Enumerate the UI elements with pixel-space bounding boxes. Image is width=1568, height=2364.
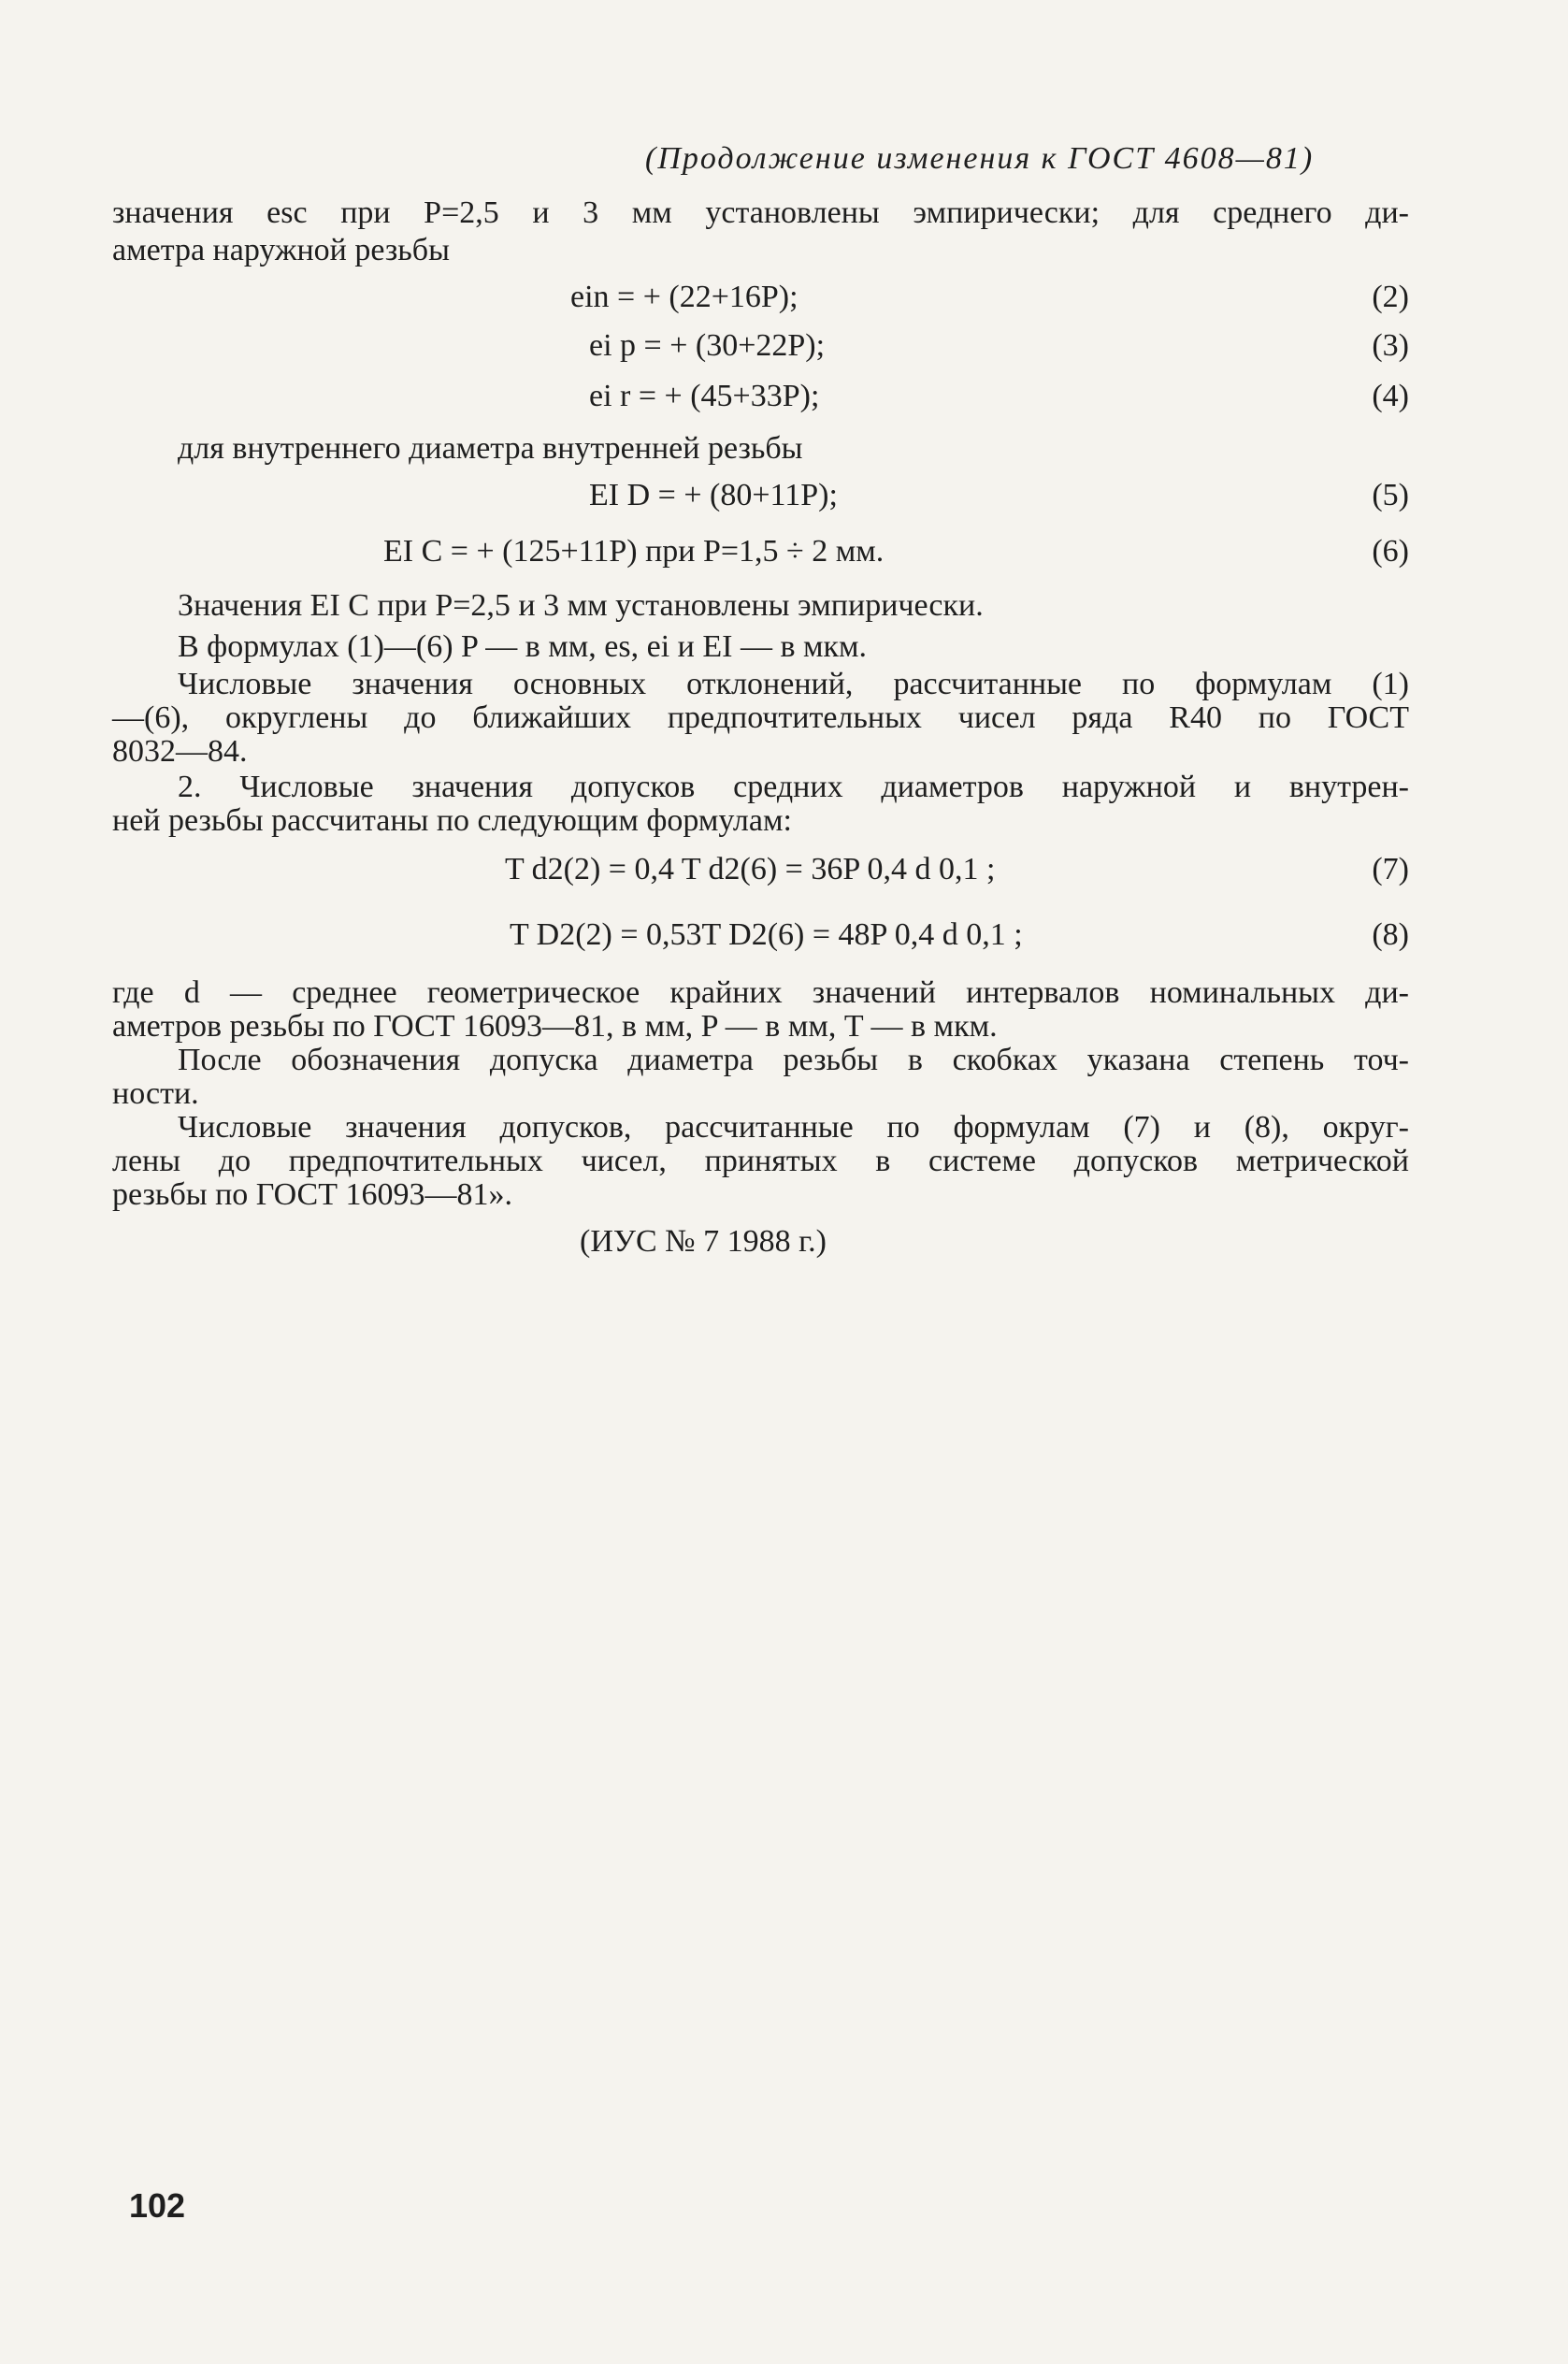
formula-number-6: (6) bbox=[1372, 534, 1409, 569]
formula-7: T d2(2) = 0,4 T d2(6) = 36P 0,4 d 0,1 ; bbox=[505, 852, 996, 886]
text-line: —(6), округлены до ближайших предпочтительных чисел ряда R40 по ГОСТ bbox=[112, 700, 1409, 735]
text-line: ности. bbox=[112, 1076, 199, 1111]
text-line: аметра наружной резьбы bbox=[112, 233, 450, 267]
text-line: После обозначения допуска диаметра резьбы в скобках указана степень точ- bbox=[178, 1043, 1409, 1077]
text-line: Числовые значения основных отклонений, рассчитанные по формулам (1) bbox=[178, 667, 1409, 701]
text-line: лены до предпочтительных чисел, принятых в системе допусков метрической bbox=[112, 1144, 1409, 1178]
formula-6: EI C = + (125+11P) при P=1,5 ÷ 2 мм. bbox=[383, 534, 885, 569]
text-line: ней резьбы рассчитаны по следующим формулам: bbox=[112, 803, 792, 838]
formula-number-8: (8) bbox=[1372, 917, 1409, 952]
formula-number-4: (4) bbox=[1372, 379, 1409, 413]
formula-5: EI D = + (80+11P); bbox=[589, 478, 838, 512]
text-line: 8032—84. bbox=[112, 734, 248, 769]
text-line: для внутреннего диаметра внутренней резьбы bbox=[178, 431, 803, 466]
formula-4: ei r = + (45+33P); bbox=[589, 379, 820, 413]
page-header: (Продолжение изменения к ГОСТ 4608—81) bbox=[645, 141, 1315, 176]
text-line: где d — среднее геометрическое крайних значений интервалов номинальных ди- bbox=[112, 975, 1409, 1010]
text-line: Значения EI C при P=2,5 и 3 мм установлены эмпирически. bbox=[178, 588, 984, 623]
formula-number-3: (3) bbox=[1372, 328, 1409, 363]
page-number: 102 bbox=[129, 2186, 186, 2225]
text-line: значения esc при P=2,5 и 3 мм установлены эмпирически; для среднего ди- bbox=[112, 195, 1409, 230]
formula-8: T D2(2) = 0,53T D2(6) = 48P 0,4 d 0,1 ; bbox=[510, 917, 1023, 952]
formula-number-7: (7) bbox=[1372, 852, 1409, 886]
text-line: Числовые значения допусков, рассчитанные по формулам (7) и (8), округ- bbox=[178, 1110, 1409, 1145]
formula-number-5: (5) bbox=[1372, 478, 1409, 512]
text-line: В формулах (1)—(6) P — в мм, es, ei и EI — в мкм. bbox=[178, 629, 868, 664]
formula-3: ei p = + (30+22P); bbox=[589, 328, 826, 363]
text-line: резьбы по ГОСТ 16093—81». bbox=[112, 1177, 513, 1212]
text-line: аметров резьбы по ГОСТ 16093—81, в мм, P — в мм, T — в мкм. bbox=[112, 1009, 998, 1044]
source-reference: (ИУС № 7 1988 г.) bbox=[580, 1224, 827, 1259]
formula-number-2: (2) bbox=[1372, 280, 1409, 314]
formula-2: ein = + (22+16P); bbox=[570, 280, 798, 314]
text-line: 2. Числовые значения допусков средних диаметров наружной и внутрен- bbox=[178, 770, 1409, 804]
